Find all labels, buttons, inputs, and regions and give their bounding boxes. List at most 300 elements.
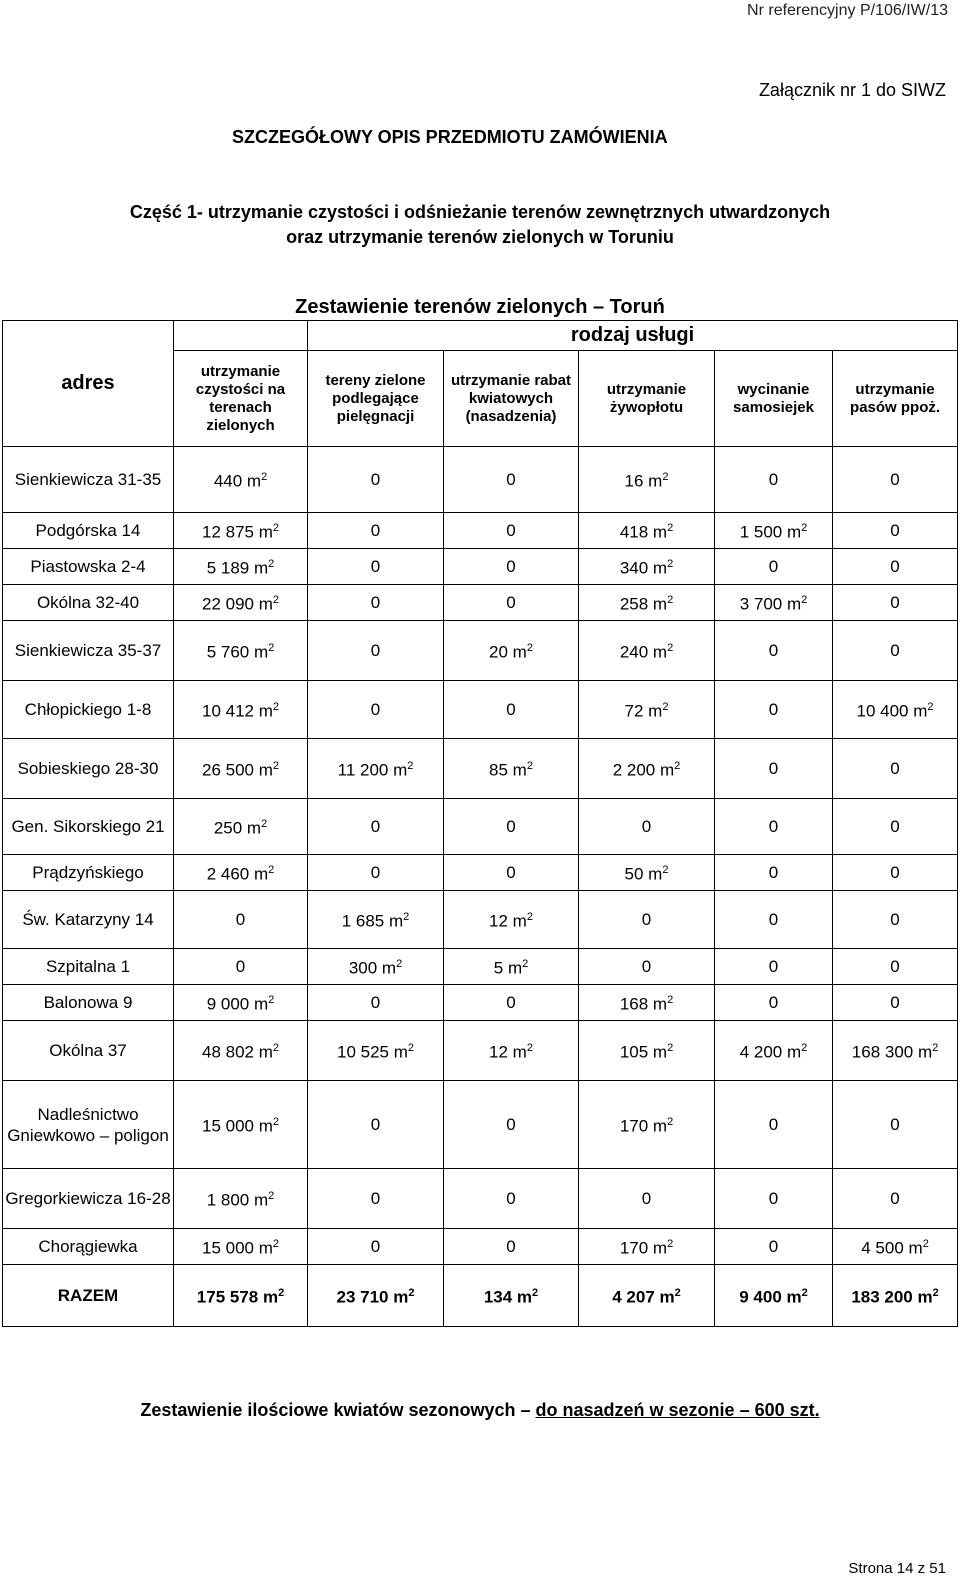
table-cell xyxy=(444,1021,579,1081)
address-cell: Chorągiewka xyxy=(3,1229,174,1265)
table-cell xyxy=(444,447,579,513)
table-cell xyxy=(308,739,444,799)
cell-value: 5 m xyxy=(493,958,523,978)
table-cell xyxy=(715,513,833,549)
cell-value: 0 xyxy=(370,557,381,576)
cell-value: 0 xyxy=(890,593,900,612)
address-cell: Sobieskiego 28-30 xyxy=(3,739,174,799)
table-row xyxy=(3,739,958,799)
table-cell xyxy=(715,1169,833,1229)
table-cell xyxy=(308,1081,444,1169)
table-cell xyxy=(174,739,308,799)
address-header: adres xyxy=(3,321,174,447)
column-header: utrzymanie rabat kwiatowych (nasadzenia) xyxy=(444,351,579,447)
cell-value: 0 xyxy=(370,470,381,489)
cell-value: 183 200 m xyxy=(851,1287,933,1307)
table-row xyxy=(3,549,958,585)
unit-exponent: 2 xyxy=(662,701,669,714)
table-cell xyxy=(174,1265,308,1327)
unit-exponent: 2 xyxy=(403,911,410,924)
cell-value: 0 xyxy=(768,910,779,929)
cell-value: 26 500 m xyxy=(201,760,273,780)
table-cell xyxy=(174,621,308,681)
table-cell xyxy=(833,1169,958,1229)
table-cell xyxy=(833,549,958,585)
cell-value: 0 xyxy=(890,863,900,882)
table-cell xyxy=(444,739,579,799)
flowers-summary xyxy=(0,1400,960,1421)
table-cell xyxy=(715,1229,833,1265)
cell-value: 0 xyxy=(890,1115,900,1134)
table-cell xyxy=(444,585,579,621)
unit-exponent: 2 xyxy=(674,1287,681,1300)
cell-value: 0 xyxy=(890,470,900,489)
cell-value: 105 m xyxy=(619,1042,668,1062)
table-cell xyxy=(174,1169,308,1229)
cell-value: 1 500 m xyxy=(739,522,802,542)
cell-value: 9 400 m xyxy=(739,1287,802,1307)
cell-value: 1 685 m xyxy=(341,911,404,931)
address-cell: Św. Katarzyny 14 xyxy=(3,891,174,949)
table-row xyxy=(3,1169,958,1229)
cell-value: 5 760 m xyxy=(206,642,269,662)
table-cell xyxy=(833,1081,958,1169)
cell-value: 22 090 m xyxy=(201,594,273,614)
table-cell xyxy=(833,1021,958,1081)
cell-value: 0 xyxy=(370,1237,381,1256)
unit-exponent: 2 xyxy=(801,594,808,607)
summary-underlined: do nasadzeń w sezonie – 600 szt. xyxy=(535,1400,820,1420)
cell-value: 5 189 m xyxy=(206,558,269,578)
cell-value: 250 m xyxy=(213,818,262,838)
table-cell xyxy=(715,549,833,585)
table-cell xyxy=(308,513,444,549)
unit-exponent: 2 xyxy=(932,1042,939,1055)
address-cell: Gen. Sikorskiego 21 xyxy=(3,799,174,855)
table-cell xyxy=(444,799,579,855)
cell-value: 0 xyxy=(890,993,900,1012)
table-row xyxy=(3,1021,958,1081)
cell-value: 0 xyxy=(768,700,779,719)
table-cell xyxy=(579,621,715,681)
table-cell xyxy=(174,681,308,739)
unit-exponent: 2 xyxy=(667,522,674,535)
cell-value: 0 xyxy=(641,910,652,929)
table-cell xyxy=(715,891,833,949)
unit-exponent: 2 xyxy=(268,558,275,571)
unit-exponent: 2 xyxy=(261,818,268,831)
cell-value: 1 800 m xyxy=(206,1190,269,1210)
table-cell xyxy=(579,1021,715,1081)
unit-exponent: 2 xyxy=(526,911,533,924)
address-cell: Balonowa 9 xyxy=(3,985,174,1021)
cell-value: 48 802 m xyxy=(201,1042,273,1062)
table-cell xyxy=(833,681,958,739)
table-row xyxy=(3,621,958,681)
table-cell xyxy=(174,1081,308,1169)
cell-value: 440 m xyxy=(213,471,262,491)
cell-value: 0 xyxy=(370,700,381,719)
cell-value: 12 m xyxy=(489,1042,527,1062)
unit-exponent: 2 xyxy=(662,471,669,484)
table-cell xyxy=(308,621,444,681)
cell-value: 10 412 m xyxy=(201,701,273,721)
table-cell xyxy=(833,949,958,985)
table-cell xyxy=(715,1265,833,1327)
unit-exponent: 2 xyxy=(927,701,934,714)
cell-value: 0 xyxy=(370,863,381,882)
table-row xyxy=(3,513,958,549)
unit-exponent: 2 xyxy=(667,558,674,571)
unit-exponent: 2 xyxy=(526,1042,533,1055)
table-cell xyxy=(579,1169,715,1229)
unit-exponent: 2 xyxy=(674,760,681,773)
cell-value: 0 xyxy=(890,817,900,836)
table-row xyxy=(3,949,958,985)
unit-exponent: 2 xyxy=(272,1238,279,1251)
unit-exponent: 2 xyxy=(268,1190,275,1203)
address-cell: Prądzyńskiego xyxy=(3,855,174,891)
table-cell xyxy=(308,891,444,949)
unit-exponent: 2 xyxy=(667,642,674,655)
unit-exponent: 2 xyxy=(268,642,275,655)
table-cell xyxy=(174,891,308,949)
table-cell xyxy=(444,1229,579,1265)
service-type-header: rodzaj usługi xyxy=(308,321,958,351)
table-cell xyxy=(833,585,958,621)
table-cell xyxy=(308,855,444,891)
table-cell xyxy=(579,1081,715,1169)
table-cell xyxy=(715,621,833,681)
table-row xyxy=(3,985,958,1021)
table-cell xyxy=(715,855,833,891)
cell-value: 15 000 m xyxy=(201,1238,273,1258)
table-row xyxy=(3,855,958,891)
cell-value: 50 m xyxy=(624,864,663,884)
section-heading-line-2: oraz utrzymanie terenów zielonych w Toruniu xyxy=(286,227,674,247)
cell-value: 170 m xyxy=(619,1238,668,1258)
table-cell xyxy=(579,1229,715,1265)
address-cell: Okólna 32-40 xyxy=(3,585,174,621)
cell-value: 0 xyxy=(235,910,246,929)
address-cell: Okólna 37 xyxy=(3,1021,174,1081)
column-header: utrzymanie żywopłotu xyxy=(579,351,715,447)
cell-value: 0 xyxy=(890,521,900,540)
unit-exponent: 2 xyxy=(272,701,279,714)
table-cell xyxy=(308,549,444,585)
cell-value: 0 xyxy=(506,1115,516,1134)
cell-value: 240 m xyxy=(619,642,668,662)
cell-value: 0 xyxy=(890,910,900,929)
table-row xyxy=(3,1081,958,1169)
address-cell: Piastowska 2-4 xyxy=(3,549,174,585)
unit-exponent: 2 xyxy=(268,864,275,877)
green-areas-table xyxy=(2,320,958,1327)
column-header: utrzymanie pasów ppoż. xyxy=(833,351,958,447)
unit-exponent: 2 xyxy=(272,522,279,535)
table-cell xyxy=(579,549,715,585)
table-cell xyxy=(579,513,715,549)
cell-value: 0 xyxy=(641,817,652,836)
cell-value: 0 xyxy=(235,957,246,976)
cell-value: 2 200 m xyxy=(612,760,675,780)
page-number: Strona 14 z 51 xyxy=(848,1560,946,1577)
attachment-label: Załącznik nr 1 do SIWZ xyxy=(758,80,946,100)
table-cell xyxy=(174,799,308,855)
cell-value: 0 xyxy=(768,863,779,882)
cell-value: 0 xyxy=(768,759,779,778)
unit-exponent: 2 xyxy=(667,1116,674,1129)
cell-value: 0 xyxy=(890,557,900,576)
cell-value: 0 xyxy=(768,957,779,976)
table-cell xyxy=(715,949,833,985)
cell-value: 0 xyxy=(506,1237,516,1256)
table-cell xyxy=(579,447,715,513)
table-cell xyxy=(833,855,958,891)
unit-exponent: 2 xyxy=(407,1042,414,1055)
cell-value: 4 207 m xyxy=(612,1287,675,1307)
table-cell xyxy=(174,1021,308,1081)
table-cell xyxy=(579,985,715,1021)
unit-exponent: 2 xyxy=(932,1287,939,1300)
cell-value: 0 xyxy=(506,521,516,540)
total-row xyxy=(3,1265,958,1327)
table-cell xyxy=(308,799,444,855)
table-cell xyxy=(833,891,958,949)
unit-exponent: 2 xyxy=(272,594,279,607)
table-cell xyxy=(579,681,715,739)
unit-exponent: 2 xyxy=(272,1116,279,1129)
unit-exponent: 2 xyxy=(801,1287,808,1300)
unit-exponent: 2 xyxy=(667,1042,674,1055)
cell-value: 0 xyxy=(506,700,516,719)
column-header: tereny zielone podlegające pielęgnacji xyxy=(308,351,444,447)
column-header: utrzymanie czystości na terenach zielonych xyxy=(174,351,308,447)
table-title: Zestawienie terenów zielonych – Toruń xyxy=(295,296,665,318)
cell-value: 0 xyxy=(641,957,652,976)
cell-value: 4 500 m xyxy=(861,1238,923,1258)
table-cell xyxy=(174,447,308,513)
table-cell xyxy=(833,513,958,549)
cell-value: 10 400 m xyxy=(856,701,928,721)
table-cell xyxy=(579,949,715,985)
address-cell: Sienkiewicza 31-35 xyxy=(3,447,174,513)
table-cell xyxy=(444,985,579,1021)
table-cell xyxy=(174,985,308,1021)
table-cell xyxy=(444,1081,579,1169)
table-cell xyxy=(174,513,308,549)
table-cell xyxy=(833,985,958,1021)
table-cell xyxy=(579,891,715,949)
table-cell xyxy=(833,739,958,799)
unit-exponent: 2 xyxy=(396,958,403,971)
unit-exponent: 2 xyxy=(526,642,533,655)
table-cell xyxy=(444,513,579,549)
unit-exponent: 2 xyxy=(526,760,533,773)
cell-value: 3 700 m xyxy=(739,594,802,614)
cell-value: 10 525 m xyxy=(336,1042,408,1062)
unit-exponent: 2 xyxy=(261,471,268,484)
cell-value: 0 xyxy=(370,817,381,836)
cell-value: 85 m xyxy=(489,760,527,780)
cell-value: 0 xyxy=(370,593,381,612)
unit-exponent: 2 xyxy=(922,1238,929,1251)
cell-value: 0 xyxy=(370,521,381,540)
table-cell xyxy=(833,621,958,681)
cell-value: 0 xyxy=(768,817,779,836)
table-cell xyxy=(715,447,833,513)
cell-value: 0 xyxy=(506,817,516,836)
table-cell xyxy=(174,949,308,985)
cell-value: 0 xyxy=(768,1237,779,1256)
cell-value: 0 xyxy=(768,1189,779,1208)
cell-value: 0 xyxy=(768,1115,779,1134)
cell-value: 23 710 m xyxy=(336,1287,409,1307)
table-cell xyxy=(444,891,579,949)
unit-exponent: 2 xyxy=(272,760,279,773)
table-row xyxy=(3,799,958,855)
cell-value: 0 xyxy=(506,993,516,1012)
cell-value: 0 xyxy=(506,470,516,489)
table-cell xyxy=(715,1021,833,1081)
table-cell xyxy=(715,985,833,1021)
unit-exponent: 2 xyxy=(407,760,414,773)
unit-exponent: 2 xyxy=(272,1042,279,1055)
cell-value: 340 m xyxy=(619,558,668,578)
unit-exponent: 2 xyxy=(801,522,808,535)
unit-exponent: 2 xyxy=(532,1287,539,1300)
cell-value: 72 m xyxy=(624,701,663,721)
section-heading-line-1: Część 1- utrzymanie czystości i odśnieżanie terenów zewnętrznych utwardzonych xyxy=(129,202,831,222)
table-cell xyxy=(444,1265,579,1327)
blank-header-cell xyxy=(174,321,308,351)
cell-value: 12 m xyxy=(489,911,527,931)
unit-exponent: 2 xyxy=(408,1287,415,1300)
unit-exponent: 2 xyxy=(801,1042,808,1055)
cell-value: 12 875 m xyxy=(201,522,273,542)
table-cell xyxy=(833,447,958,513)
table-cell xyxy=(444,1169,579,1229)
table-cell xyxy=(308,1265,444,1327)
table-cell xyxy=(444,621,579,681)
unit-exponent: 2 xyxy=(667,1238,674,1251)
table-row xyxy=(3,447,958,513)
cell-value: 175 578 m xyxy=(196,1287,279,1307)
cell-value: 0 xyxy=(890,641,900,660)
address-cell: Podgórska 14 xyxy=(3,513,174,549)
address-cell: Chłopickiego 1-8 xyxy=(3,681,174,739)
cell-value: 0 xyxy=(768,993,779,1012)
cell-value: 20 m xyxy=(489,642,527,662)
unit-exponent: 2 xyxy=(667,994,674,1007)
cell-value: 0 xyxy=(768,557,779,576)
table-cell xyxy=(579,1265,715,1327)
total-label: RAZEM xyxy=(3,1265,174,1327)
unit-exponent: 2 xyxy=(667,594,674,607)
cell-value: 0 xyxy=(768,641,779,660)
table-row xyxy=(3,1229,958,1265)
table-cell xyxy=(715,681,833,739)
cell-value: 15 000 m xyxy=(201,1116,273,1136)
cell-value: 0 xyxy=(768,470,779,489)
table-cell xyxy=(715,739,833,799)
table-cell xyxy=(579,739,715,799)
unit-exponent: 2 xyxy=(268,994,275,1007)
table-cell xyxy=(308,447,444,513)
table-cell xyxy=(174,855,308,891)
cell-value: 0 xyxy=(890,957,900,976)
cell-value: 134 m xyxy=(483,1287,533,1307)
cell-value: 0 xyxy=(370,1189,381,1208)
cell-value: 0 xyxy=(506,593,516,612)
cell-value: 258 m xyxy=(619,594,668,614)
document-title: SZCZEGÓŁOWY OPIS PRZEDMIOTU ZAMÓWIENIA xyxy=(232,127,668,147)
table-cell xyxy=(308,1229,444,1265)
table-cell xyxy=(444,949,579,985)
cell-value: 0 xyxy=(641,1189,652,1208)
table-cell xyxy=(579,799,715,855)
reference-number: Nr referencyjny P/106/IW/13 xyxy=(747,2,948,19)
cell-value: 11 200 m xyxy=(337,760,408,780)
cell-value: 0 xyxy=(506,863,516,882)
table-cell xyxy=(308,585,444,621)
table-cell xyxy=(579,585,715,621)
table-cell xyxy=(444,681,579,739)
table-row xyxy=(3,585,958,621)
table-cell xyxy=(308,985,444,1021)
table-row xyxy=(3,891,958,949)
table-row xyxy=(3,681,958,739)
cell-value: 0 xyxy=(890,1189,900,1208)
address-cell: Gregorkiewicza 16-28 xyxy=(3,1169,174,1229)
table-cell xyxy=(715,799,833,855)
cell-value: 418 m xyxy=(619,522,668,542)
table-cell xyxy=(308,681,444,739)
address-cell: Nadleśnictwo Gniewkowo – poligon xyxy=(3,1081,174,1169)
table-cell xyxy=(308,1169,444,1229)
address-cell: Sienkiewicza 35-37 xyxy=(3,621,174,681)
unit-exponent: 2 xyxy=(278,1287,285,1300)
cell-value: 0 xyxy=(370,1115,381,1134)
cell-value: 4 200 m xyxy=(739,1042,802,1062)
table-cell xyxy=(833,1265,958,1327)
cell-value: 0 xyxy=(370,641,381,660)
table-cell xyxy=(308,949,444,985)
cell-value: 170 m xyxy=(619,1116,668,1136)
column-header: wycinanie samosiejek xyxy=(715,351,833,447)
cell-value: 0 xyxy=(370,993,381,1012)
table-cell xyxy=(833,799,958,855)
table-cell xyxy=(174,1229,308,1265)
cell-value: 300 m xyxy=(348,958,397,978)
cell-value: 16 m xyxy=(624,471,663,491)
table-cell xyxy=(174,585,308,621)
address-cell: Szpitalna 1 xyxy=(3,949,174,985)
cell-value: 168 300 m xyxy=(851,1042,933,1062)
table-body xyxy=(3,447,958,1327)
cell-value: 2 460 m xyxy=(206,864,269,884)
table-cell xyxy=(579,855,715,891)
table-cell xyxy=(444,549,579,585)
unit-exponent: 2 xyxy=(662,864,669,877)
cell-value: 0 xyxy=(506,1189,516,1208)
section-heading xyxy=(0,200,960,250)
cell-value: 9 000 m xyxy=(206,994,269,1014)
cell-value: 0 xyxy=(506,557,516,576)
cell-value: 168 m xyxy=(619,994,668,1014)
table-cell xyxy=(833,1229,958,1265)
table-cell xyxy=(715,585,833,621)
